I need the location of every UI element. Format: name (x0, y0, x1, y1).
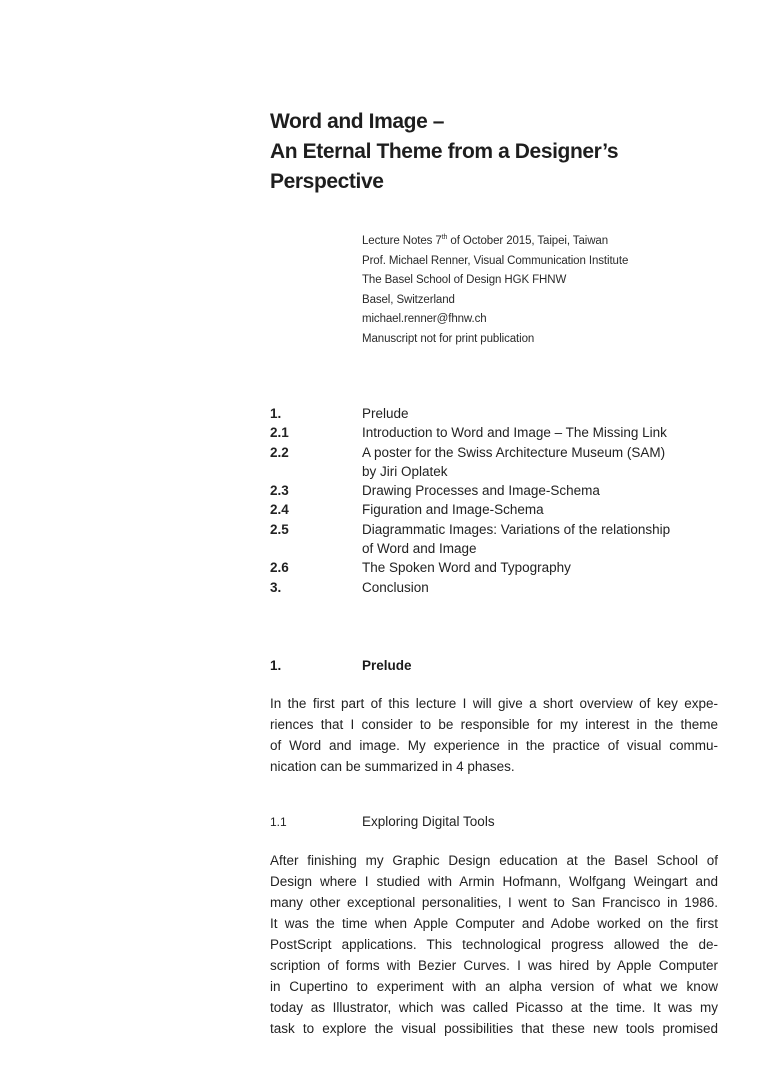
paragraph-line: task to explore the visual possibilities that these new tools promised (270, 1021, 718, 1036)
paragraph-line: scription of forms with Bezier Curves. I was hired by Apple Computer (270, 958, 718, 973)
subsection-heading-exploring-digital-tools (270, 812, 730, 832)
document-title (270, 107, 730, 197)
table-of-contents (270, 404, 730, 597)
subsection-number: 1.1 (270, 815, 287, 829)
toc-label-line-2: of Word and Image (362, 541, 477, 557)
toc-number: 1. (270, 406, 282, 421)
school: The Basel School of Design HGK FHNW (362, 274, 567, 286)
section-title: Prelude (362, 658, 412, 673)
toc-number: 2.2 (270, 444, 289, 460)
toc-label-line-2: by Jiri Oplatek (362, 463, 448, 479)
toc-number: 3. (270, 579, 282, 595)
toc-number: 2.4 (270, 502, 289, 518)
title-line-3: Perspective (270, 170, 384, 193)
toc-number: 2.6 (270, 560, 289, 576)
toc-label: The Spoken Word and Typography (362, 560, 571, 576)
lecture-date-prefix: Lecture Notes 7 (362, 235, 442, 247)
subsection-title: Exploring Digital Tools (362, 814, 495, 829)
toc-label: Figuration and Image-Schema (362, 502, 544, 518)
section-heading-prelude (270, 656, 730, 676)
toc-entry (270, 423, 730, 442)
paragraph-line: In the first part of this lecture I will give a short overview of key expe- (270, 696, 718, 711)
paragraph-line: It was the time when Apple Computer and Adobe worked on the first (270, 916, 718, 931)
paragraph-line: nication can be summarized in 4 phases. (270, 759, 515, 774)
toc-entry (270, 558, 730, 577)
toc-number: 2.3 (270, 483, 289, 499)
title-line-1: Word and Image – (270, 110, 445, 133)
toc-label (362, 520, 730, 559)
toc-label: Drawing Processes and Image-Schema (362, 483, 600, 499)
toc-entry (270, 520, 730, 559)
paragraph-line: riences that I consider to be responsible for my interest in the theme (270, 717, 718, 732)
toc-number: 2.5 (270, 521, 289, 537)
exploring-digital-tools-paragraph (270, 850, 718, 1039)
toc-label: Introduction to Word and Image – The Missing Link (362, 425, 667, 441)
toc-label: Prelude (362, 406, 409, 421)
toc-number: 2.1 (270, 425, 289, 441)
toc-label-line-1: A poster for the Swiss Architecture Museum (SAM) (362, 444, 666, 460)
email: michael.renner@fhnw.ch (362, 313, 487, 325)
paragraph-line: After finishing my Graphic Design education at the Basel School of (270, 853, 718, 868)
title-line-2: An Eternal Theme from a Designer’s (270, 140, 619, 163)
paragraph-line: many other exceptional personalities, I went to San Francisco in 1986. (270, 895, 718, 910)
prelude-paragraph (270, 693, 718, 777)
location: Basel, Switzerland (362, 293, 455, 306)
toc-label-line-1: Diagrammatic Images: Variations of the relationship (362, 521, 671, 537)
paragraph-line: of Word and image. My experience in the practice of visual commu- (270, 738, 718, 753)
toc-label (362, 443, 730, 482)
toc-label: Conclusion (362, 579, 429, 595)
lecture-metadata (362, 232, 742, 349)
paragraph-line: in Cupertino to experiment with an alpha version of what we know (270, 979, 718, 994)
lecture-date-sup: th (441, 234, 448, 241)
paragraph-line: today as Illustrator, which was called Picasso at the time. It was my (270, 1000, 718, 1015)
lecture-date-suffix: of October 2015, Taipei, Taiwan (447, 235, 609, 247)
author: Prof. Michael Renner, Visual Communication Institute (362, 254, 629, 267)
section-number: 1. (270, 658, 282, 673)
toc-entry (270, 481, 730, 500)
toc-entry (270, 404, 730, 423)
manuscript-note: Manuscript not for print publication (362, 332, 535, 345)
paragraph-line: Design where I studied with Armin Hofmann, Wolfgang Weingart and (270, 874, 718, 889)
toc-entry (270, 500, 730, 519)
paragraph-line: PostScript applications. This technological progress allowed the de- (270, 937, 718, 952)
toc-entry (270, 578, 730, 597)
lecture-date (362, 232, 742, 252)
toc-entry (270, 443, 730, 482)
